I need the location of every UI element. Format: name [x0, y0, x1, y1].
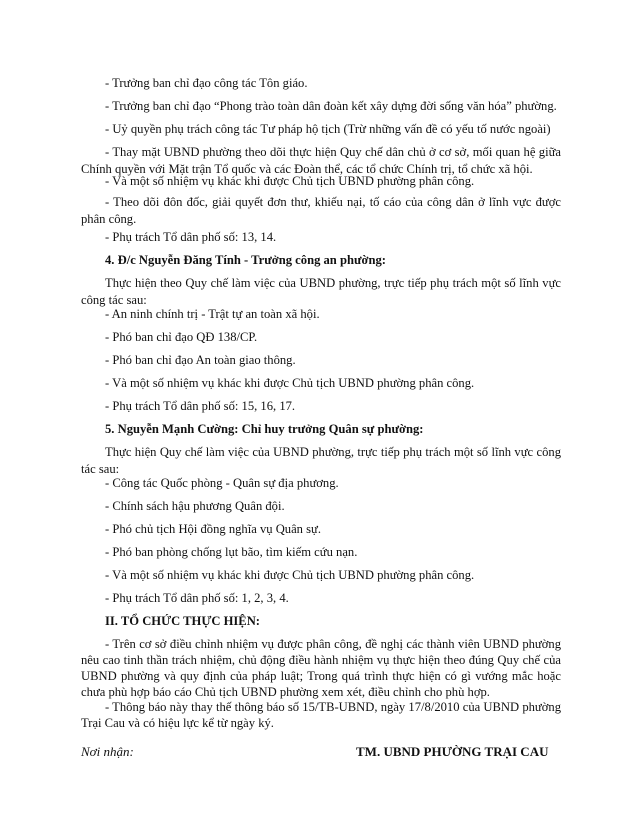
- duty-item: - Phụ trách Tổ dân phố số: 13, 14.: [105, 230, 277, 244]
- duty-item: - Phó ban chỉ đạo QĐ 138/CP.: [105, 330, 258, 344]
- recipients-label: Nơi nhận:: [81, 744, 134, 759]
- duty-item: - Phụ trách Tổ dân phố số: 1, 2, 3, 4.: [105, 591, 289, 605]
- section-heading: II. TỔ CHỨC THỰC HIỆN:: [105, 614, 260, 628]
- duty-item: - Theo dõi đôn đốc, giải quyết đơn thư, khiếu nại, tố cáo của công dân ở lĩnh vực được phân công.: [81, 195, 561, 226]
- duty-item: - Và một số nhiệm vụ khác khi được Chủ tịch UBND phường phân công.: [105, 568, 475, 582]
- duty-item: - Và một số nhiệm vụ khác khi được Chủ tịch UBND phường phân công.: [105, 174, 475, 188]
- duty-item: - Phó ban chỉ đạo An toàn giao thông.: [105, 353, 296, 367]
- duty-item: - Phó chủ tịch Hội đồng nghĩa vụ Quân sự.: [105, 522, 322, 536]
- implementation-paragraph: - Thông báo này thay thế thông báo số 15/TB-UBND, ngày 17/8/2010 của UBND phường Trại Cau và có hiệu lực kể từ ngày ký.: [81, 700, 561, 730]
- duty-item: - Phó ban phòng chống lụt bão, tìm kiếm cứu nạn.: [105, 545, 358, 559]
- section-heading: 4. Đ/c Nguyễn Đăng Tính - Trưởng công an phường:: [105, 253, 386, 267]
- duty-item: - Chính sách hậu phương Quân đội.: [105, 499, 285, 513]
- duty-item: - Trưởng ban chỉ đạo công tác Tôn giáo.: [105, 76, 308, 90]
- duty-item: - Và một số nhiệm vụ khác khi được Chủ tịch UBND phường phân công.: [105, 376, 475, 390]
- intro-paragraph: Thực hiện Quy chế làm việc của UBND phường, trực tiếp phụ trách một số lĩnh vực công tác sau:: [81, 445, 561, 476]
- section-heading: 5. Nguyễn Mạnh Cường: Chỉ huy trưởng Quân sự phường:: [105, 422, 424, 436]
- implementation-paragraph: - Trên cơ sở điều chỉnh nhiệm vụ được phân công, đề nghị các thành viên UBND phường nêu cao tinh thần trách nhiệm, chủ động điều hành nhiệm vụ thực hiện theo đúng Quy chế của UBND phường và quy định của pháp luật; Trong quá trình thực hiện có gì vướng mắc hoặc chưa phù hợp báo cáo Chủ tịch UBND phường xem xét, điều chỉnh cho phù hợp.: [81, 637, 561, 699]
- duty-item: - Công tác Quốc phòng - Quân sự địa phương.: [105, 476, 339, 490]
- duty-item: - Thay mặt UBND phường theo dõi thực hiện Quy chế dân chủ ở cơ sở, mối quan hệ giữa Chính quyền với Mặt trận Tổ quốc và các Đoàn thể, các tổ chức Chính trị, tổ chức xã hội.: [81, 145, 561, 176]
- duty-item: - Uỷ quyền phụ trách công tác Tư pháp hộ tịch (Trừ những vấn đề có yếu tố nước ngoài): [105, 122, 551, 136]
- signatory-title: TM. UBND PHƯỜNG TRẠI CAU: [356, 744, 549, 759]
- duty-item: - An ninh chính trị - Trật tự an toàn xã hội.: [105, 307, 320, 321]
- duty-item: - Trưởng ban chỉ đạo “Phong trào toàn dân đoàn kết xây dựng đời sống văn hóa” phường.: [105, 99, 557, 113]
- intro-paragraph: Thực hiện theo Quy chế làm việc của UBND phường, trực tiếp phụ trách một số lĩnh vực công tác sau:: [81, 276, 561, 307]
- duty-item: - Phụ trách Tổ dân phố số: 15, 16, 17.: [105, 399, 296, 413]
